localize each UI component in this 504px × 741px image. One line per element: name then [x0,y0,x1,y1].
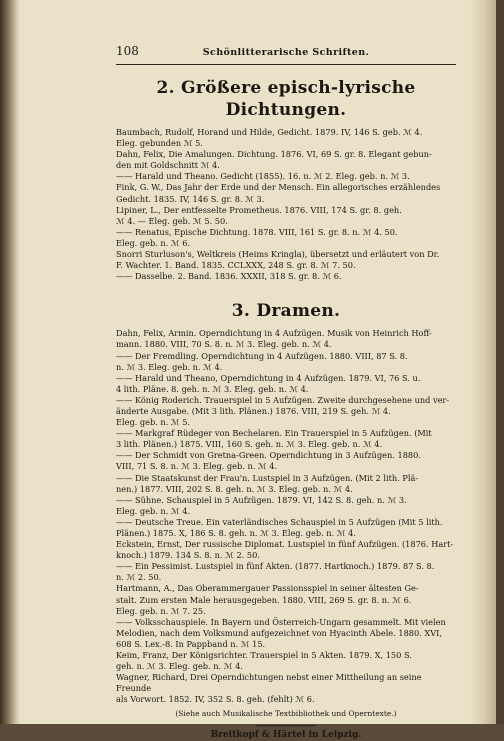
entry-line: VIII, 71 S. 8. n. ℳ 3. Eleg. geb. n. ℳ 4. [116,461,278,472]
section-2-title: 2. Größere episch-lyrische Dichtungen. [156,78,416,120]
entry-line: —— Sühne. Schauspiel in 5 Aufzügen. 1879. VI, 142 S. 8. geh. n. ℳ 3. [116,494,407,505]
entry-line: 608 S. Lex.-8. In Pappband n. ℳ 15. [116,638,266,649]
next-page-edge [496,0,504,724]
publisher-rule [256,725,316,726]
entry-line: —— Volksschauspiele. In Bayern und Österreich-Ungarn gesammelt. Mit vielen [116,616,446,627]
entry-line: —— Der Schmidt von Gretna-Green. Operndichtung in 3 Aufzügen. 1880. [116,450,421,461]
entry-line: Dahn, Felix, Armin. Operndichtung in 4 Aufzügen. Musik von Heinrich Hoff- [116,328,432,339]
page-number: 108 [116,44,139,58]
entry-line: stalt. Zum ersten Male herausgegeben. 1880. VIII, 269 S. gr. 8. n. ℳ 6. [116,594,412,605]
footnote: (Siehe auch Musikalische Textbibliothek und Operntexte.) [175,708,397,718]
publisher-imprint: Breitkopf & Härtel in Leipzig. [210,729,362,740]
entry-line: Eleg. geb. n. ℳ 5. [116,417,191,428]
entry-line: —— Ein Pessimist. Lustspiel in fünf Akten. (1877. Hartknoch.) 1879. 87 S. 8. [116,561,435,572]
entry-line: nen.) 1877. VIII, 202 S. 8. geh. n. ℳ 3. Eleg. geb. n. ℳ 4. [116,483,353,494]
entry-line: mann. 1880. VIII, 70 S. 8. n. ℳ 3. Eleg. geb. n. ℳ 4. [116,339,332,350]
running-title: Schönlitterarische Schriften. [202,47,370,58]
page-text-block [116,46,456,741]
entry-line: Baumbach, Rudolf, Horand und Hilde, Gedicht. 1879. IV, 146 S. geb. ℳ 4. [116,127,423,137]
section-3-entries [116,328,456,705]
entry-line: Eleg. gebunden ℳ 5. [116,138,203,149]
entry-line: —— Die Staatskunst der Frau'n. Lustspiel in 3 Aufzügen. (Mit 2 lith. Plä- [116,472,419,483]
entry-line: Gedicht. 1835. IV, 146 S. gr. 8. ℳ 3. [116,193,265,204]
entry-line: Melodien, nach dem Volksmund aufgezeichnet von Hyacinth Abele. 1880. XVI, [116,627,442,638]
entry-line: Wagner, Richard, Drei Operndichtungen nebst einer Mittheilung an seine Freunde [116,672,422,694]
entry-line: —— Harald und Theano. Gedicht (1855). 16. n. ℳ 2. Eleg. geb. n. ℳ 3. [116,171,410,182]
entry-line: Dahn, Felix, Die Amalungen. Dichtung. 1876. VI, 69 S. gr. 8. Elegant gebun- [116,149,432,160]
entry-line: Hartmann, A., Das Oberammergauer Passionsspiel in seiner ältesten Ge- [116,583,419,594]
entry-line: Eleg. geb. n. ℳ 7. 25. [116,605,206,616]
entry-line: Eleg. geb. n. ℳ 6. [116,237,191,248]
entry-line: Plänen.) 1875. X, 186 S. 8. geh. n. ℳ 3. Eleg. geb. n. ℳ 4. [116,528,356,538]
entry-line: —— Deutsche Treue. Ein vaterländisches Schauspiel in 5 Aufzügen (Mit 5 lith. [116,516,443,527]
entry-line: —— Renatus, Epische Dichtung. 1878. VIII, 161 S. gr. 8. n. ℳ 4. 50. [116,226,398,237]
entry-line: Fink, G. W., Das Jahr der Erde und der Mensch. Ein allegorisches erzählendes [116,182,441,193]
running-header [116,46,456,65]
entry-line: n. ℳ 2. 50. [116,572,162,583]
entry-line: —— Harald und Theano, Operndichtung in 4 Aufzügen. 1879. VI, 76 S. u. [116,372,421,383]
entry-line: Snorri Sturluson's, Weltkreis (Heims Kringla), übersetzt und erläutert von Dr. [116,249,440,260]
entry-line: Eleg. geb. n. ℳ 4. [116,505,191,516]
entry-line: ℳ 4. — Eleg. geb. ℳ 5. 50. [116,215,228,226]
entry-line: knoch.) 1879. 134 S. 8. n. ℳ 2. 50. [116,550,260,561]
entry-line: geh. n. ℳ 3. Eleg. geb. n. ℳ 4. [116,661,243,672]
entry-line: den mit Goldschnitt ℳ 4. [116,160,220,171]
entry-line: —— Der Fremdling. Operndichtung in 4 Aufzügen. 1880. VIII, 87 S. 8. [116,350,408,361]
entry-line: Lipiner, L., Der entfesselte Prometheus. 1876. VIII, 174 S. gr. 8. geh. [116,204,402,215]
entry-line: änderte Ausgabe. (Mit 3 lith. Plänen.) 1876. VIII, 219 S. geh. ℳ 4. [116,405,391,416]
section-3-title: 3. Dramen. [231,301,341,322]
entry-line: n. ℳ 3. Eleg. geb. n. ℳ 4. [116,361,223,372]
entry-line: —— König Roderich. Trauerspiel in 5 Aufzügen. Zweite durchgesehene und ver- [116,394,450,405]
binding-gutter [0,0,20,724]
entry-line: Eckstein, Ernst, Der russische Diplomat. Lustspiel in fünf Aufzügen. (1876. Hart- [116,539,454,550]
entry-line: Keim, Franz, Der Königsrichter. Trauerspiel in 5 Akten. 1879. X, 150 S. [116,650,412,661]
entry-line: 3 lith. Plänen.) 1875. VIII, 160 S. geh. n. ℳ 3. Eleg. geb. n. ℳ 4. [116,439,383,450]
entry-line: —— Markgraf Rüdeger von Bechelaren. Ein Trauerspiel in 5 Aufzügen. (Mit [116,428,432,439]
entry-line: als Vorwort. 1852. IV, 352 S. 8. geh. (fehlt) ℳ 6. [116,694,315,705]
entry-line: —— Dasselbe. 2. Band. 1836. XXXII, 318 S. gr. 8. ℳ 6. [116,271,342,282]
entry-line: 4 lith. Pläne. 8. geh. n. ℳ 3. Eleg. geb. n. ℳ 4. [116,383,309,394]
section-2-entries [116,127,456,282]
entry-line: F. Wachter. 1. Band. 1835. CCLXXX, 248 S. gr. 8. ℳ 7. 50. [116,260,356,271]
